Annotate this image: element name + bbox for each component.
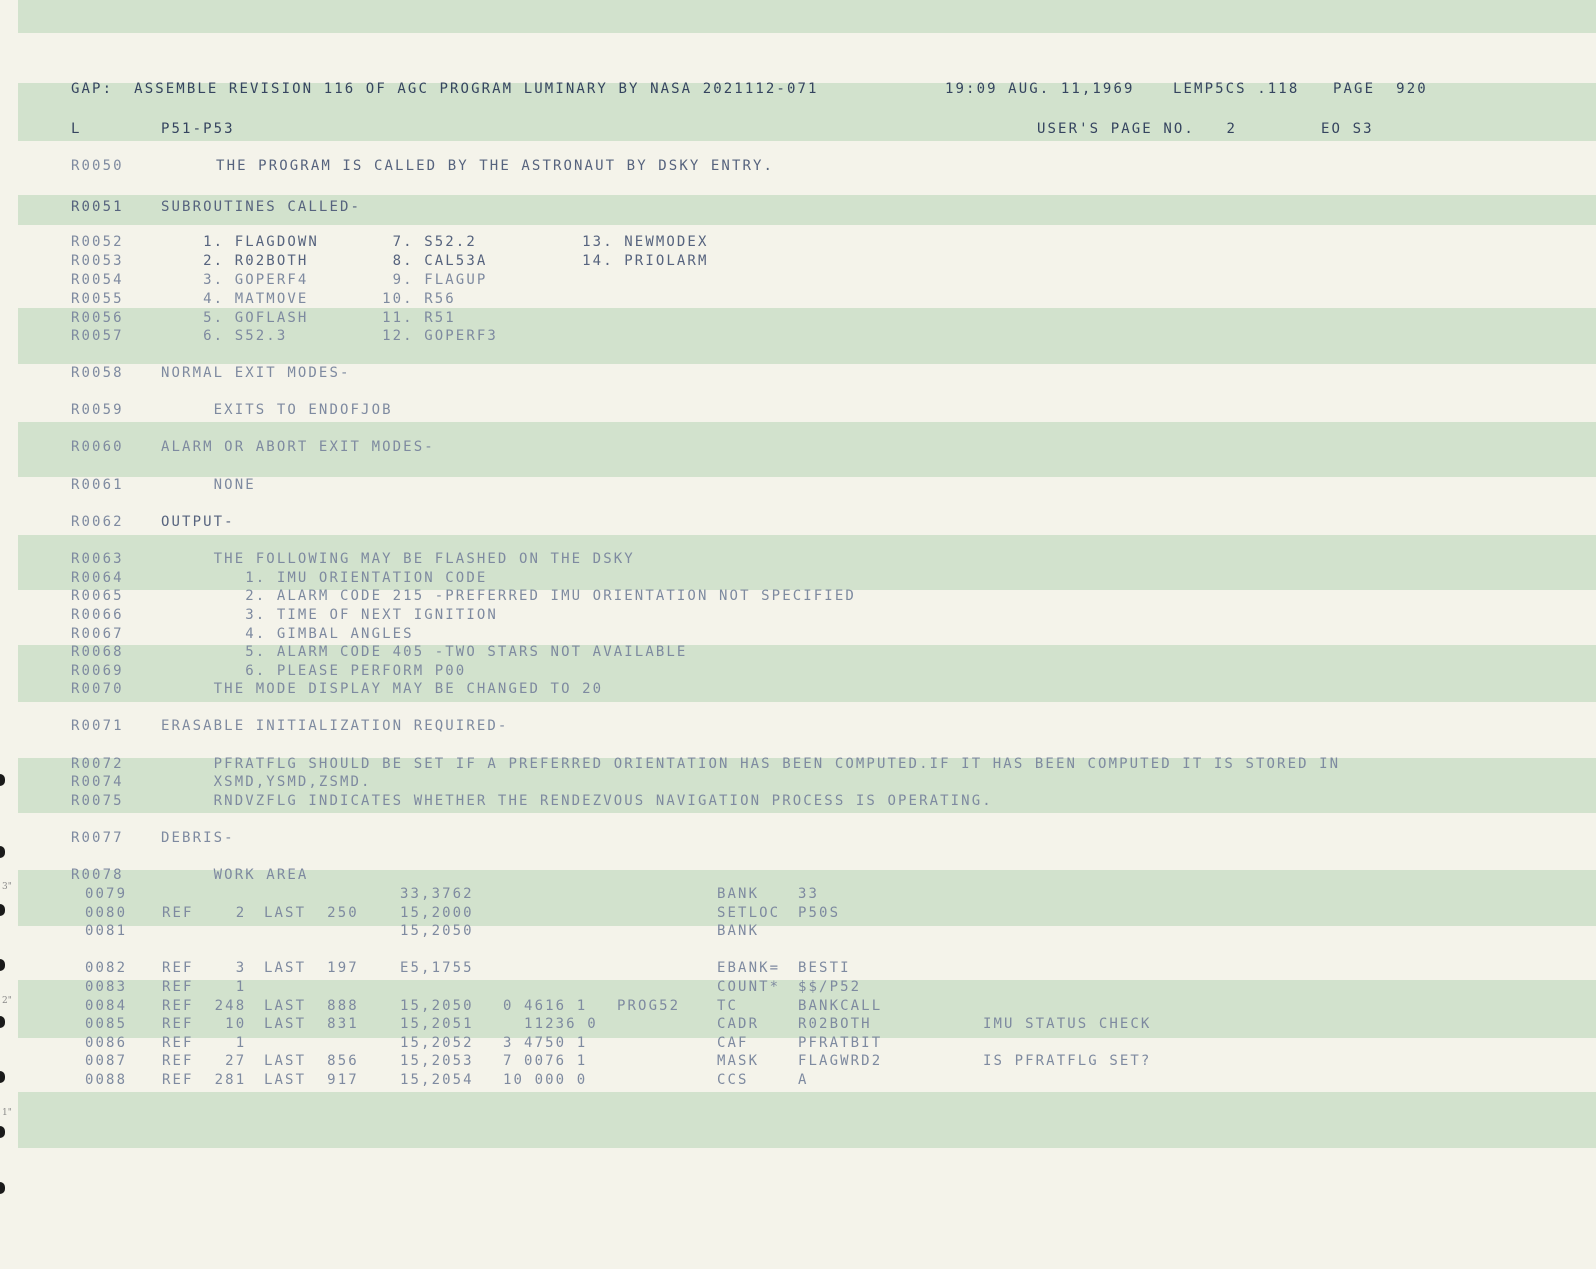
card-number: R0055 [71, 291, 124, 307]
ref-count: REF 1 [162, 979, 247, 995]
last-ref: LAST 917 [264, 1072, 359, 1088]
comment-text: 6. S52.3 12. GOPERF3 [161, 328, 498, 344]
address: 15,2050 [400, 998, 474, 1014]
card-number: R0056 [71, 310, 124, 326]
card-number: R0075 [71, 793, 124, 809]
ruler-mark: 1" [2, 1108, 12, 1118]
comment-line [0, 271, 1596, 289]
comment-line [0, 569, 1596, 587]
card-number: R0052 [71, 234, 124, 250]
user-page-number: USER'S PAGE NO. 2 [1037, 121, 1238, 137]
comment-text: EXITS TO ENDOFJOB [161, 402, 393, 418]
listing-header [0, 80, 1596, 98]
assembly-datetime: 19:09 AUG. 11,1969 [945, 81, 1135, 97]
card-number: R0068 [71, 644, 124, 660]
opcode: CAF [717, 1035, 749, 1051]
opcode: SETLOC [717, 905, 781, 921]
comment-line [0, 327, 1596, 345]
operand: R02BOTH [798, 1016, 872, 1032]
card-number: R0060 [71, 439, 124, 455]
comment-line [0, 290, 1596, 308]
code-line [0, 1071, 1596, 1089]
comment-text: 4. GIMBAL ANGLES [161, 626, 414, 642]
card-number: R0051 [71, 199, 124, 215]
ruler-mark: 2" [2, 996, 12, 1006]
operand: $$/P52 [798, 979, 862, 995]
comment-line [0, 233, 1596, 251]
card-number: 0086 [85, 1035, 128, 1051]
card-number: R0063 [71, 551, 124, 567]
comment-text: PFRATFLG SHOULD BE SET IF A PREFERRED ORIENTATION HAS BEEN COMPUTED.IF IT HAS BEEN COMPUTED IT IS STORED IN [161, 756, 1341, 772]
comment-text: NONE [161, 477, 256, 493]
code-line [0, 885, 1596, 903]
opcode: CCS [717, 1072, 749, 1088]
card-number: 0081 [85, 923, 128, 939]
octal-word: 10 000 0 [503, 1072, 588, 1088]
card-number: R0054 [71, 272, 124, 288]
margin-punch-mark [0, 846, 5, 858]
address: E5,1755 [400, 960, 474, 976]
opcode: MASK [717, 1053, 760, 1069]
opcode: COUNT* [717, 979, 781, 995]
comment-text: WORK AREA [161, 867, 309, 883]
card-number: R0077 [71, 830, 124, 846]
comment-text: 5. ALARM CODE 405 -TWO STARS NOT AVAILABLE [161, 644, 688, 660]
comment-line [0, 157, 1596, 175]
section-name: P51-P53 [161, 121, 235, 137]
operand: FLAGWRD2 [798, 1053, 883, 1069]
comment-line [0, 717, 1596, 735]
comment-line [0, 866, 1596, 884]
comment-line [0, 476, 1596, 494]
remark: IMU STATUS CHECK [983, 1016, 1152, 1032]
comment-line [0, 401, 1596, 419]
card-number: R0071 [71, 718, 124, 734]
card-number: 0087 [85, 1053, 128, 1069]
comment-text: THE MODE DISPLAY MAY BE CHANGED TO 20 [161, 681, 604, 697]
ref-count: REF 248 [162, 998, 247, 1014]
remark: IS PFRATFLG SET? [983, 1053, 1152, 1069]
operand: 33 [798, 886, 820, 902]
card-number: 0083 [85, 979, 128, 995]
card-number: R0058 [71, 365, 124, 381]
ref-count: REF 10 [162, 1016, 247, 1032]
comment-text: DEBRIS- [161, 830, 235, 846]
comment-text: RNDVZFLG INDICATES WHETHER THE RENDEZVOUS NAVIGATION PROCESS IS OPERATING. [161, 793, 993, 809]
card-number: R0062 [71, 514, 124, 530]
card-number: R0050 [71, 158, 124, 174]
address: 15,2050 [400, 923, 474, 939]
card-number: R0053 [71, 253, 124, 269]
card-number: 0088 [85, 1072, 128, 1088]
ref-count: REF 27 [162, 1053, 247, 1069]
card-number: R0072 [71, 756, 124, 772]
operand: P50S [798, 905, 841, 921]
comment-text: OUTPUT- [161, 514, 235, 530]
comment-text: ALARM OR ABORT EXIT MODES- [161, 439, 435, 455]
octal-word: 0 4616 1 [503, 998, 588, 1014]
comment-text: 3. GOPERF4 9. FLAGUP [161, 272, 488, 288]
comment-text: 1. IMU ORIENTATION CODE [161, 570, 488, 586]
assembly-run: LEMP5CS .118 [1173, 81, 1300, 97]
ref-count: REF 3 [162, 960, 247, 976]
comment-line [0, 309, 1596, 327]
code-line [0, 978, 1596, 996]
card-number: R0057 [71, 328, 124, 344]
code-line [0, 1052, 1596, 1070]
card-number: 0080 [85, 905, 128, 921]
comment-text: NORMAL EXIT MODES- [161, 365, 351, 381]
comment-line [0, 252, 1596, 270]
comment-text: 2. ALARM CODE 215 -PREFERRED IMU ORIENTATION NOT SPECIFIED [161, 588, 856, 604]
comment-text: SUBROUTINES CALLED- [161, 199, 362, 215]
octal-word: 7 0076 1 [503, 1053, 588, 1069]
comment-text: XSMD,YSMD,ZSMD. [161, 774, 372, 790]
ruler-mark: 3" [2, 882, 12, 892]
comment-line [0, 550, 1596, 568]
comment-line [0, 364, 1596, 382]
comment-text: THE FOLLOWING MAY BE FLASHED ON THE DSKY [161, 551, 635, 567]
comment-line [0, 606, 1596, 624]
card-number: R0069 [71, 663, 124, 679]
comment-line [0, 643, 1596, 661]
comment-line [0, 773, 1596, 791]
opcode: BANK [717, 886, 760, 902]
card-number: R0059 [71, 402, 124, 418]
code-line [0, 1015, 1596, 1033]
operand: BESTI [798, 960, 851, 976]
operand: PFRATBIT [798, 1035, 883, 1051]
card-number: R0066 [71, 607, 124, 623]
location-label: PROG52 [617, 998, 681, 1014]
code-line [0, 922, 1596, 940]
card-number: 0079 [85, 886, 128, 902]
card-number: R0070 [71, 681, 124, 697]
address: 15,2052 [400, 1035, 474, 1051]
comment-text: 6. PLEASE PERFORM P00 [161, 663, 467, 679]
address: 15,2000 [400, 905, 474, 921]
opcode: BANK [717, 923, 760, 939]
comment-line [0, 829, 1596, 847]
card-number: 0084 [85, 998, 128, 1014]
last-ref: LAST 197 [264, 960, 359, 976]
card-number: R0078 [71, 867, 124, 883]
last-ref: LAST 856 [264, 1053, 359, 1069]
last-ref: LAST 888 [264, 998, 359, 1014]
comment-text: 5. GOFLASH 11. R51 [161, 310, 456, 326]
comment-text: ERASABLE INITIALIZATION REQUIRED- [161, 718, 509, 734]
octal-word: 11236 0 [503, 1016, 598, 1032]
code-line [0, 904, 1596, 922]
page-number: PAGE 920 [1333, 81, 1428, 97]
address: 15,2051 [400, 1016, 474, 1032]
card-number: 0085 [85, 1016, 128, 1032]
card-number: R0065 [71, 588, 124, 604]
code-line [0, 997, 1596, 1015]
listing-subheader [0, 120, 1596, 138]
comment-text: 1. FLAGDOWN 7. S52.2 13. NEWMODEX [161, 234, 709, 250]
bank-code: EO S3 [1321, 121, 1374, 137]
comment-line [0, 755, 1596, 773]
code-line [0, 959, 1596, 977]
comment-line [0, 198, 1596, 216]
comment-line [0, 513, 1596, 531]
last-ref: LAST 250 [264, 905, 359, 921]
green-bar [18, 1092, 1596, 1148]
comment-text: 2. R02BOTH 8. CAL53A 14. PRIOLARM [161, 253, 709, 269]
comment-line [0, 792, 1596, 810]
operand: BANKCALL [798, 998, 883, 1014]
address: 33,3762 [400, 886, 474, 902]
green-bar [18, 0, 1596, 33]
opcode: CADR [717, 1016, 760, 1032]
card-number: 0082 [85, 960, 128, 976]
last-ref: LAST 831 [264, 1016, 359, 1032]
ref-count: REF 1 [162, 1035, 247, 1051]
octal-word: 3 4750 1 [503, 1035, 588, 1051]
opcode: TC [717, 998, 739, 1014]
log-section-code: L [71, 121, 82, 137]
comment-text: 3. TIME OF NEXT IGNITION [161, 607, 498, 623]
operand: A [798, 1072, 809, 1088]
card-number: R0067 [71, 626, 124, 642]
comment-line [0, 625, 1596, 643]
opcode: EBANK= [717, 960, 781, 976]
comment-line [0, 662, 1596, 680]
comment-line [0, 587, 1596, 605]
card-number: R0064 [71, 570, 124, 586]
comment-line [0, 438, 1596, 456]
code-line [0, 1034, 1596, 1052]
card-number: R0074 [71, 774, 124, 790]
address: 15,2054 [400, 1072, 474, 1088]
address: 15,2053 [400, 1053, 474, 1069]
ref-count: REF 281 [162, 1072, 247, 1088]
assembly-title: GAP: ASSEMBLE REVISION 116 OF AGC PROGRAM LUMINARY BY NASA 2021112-071 [71, 81, 819, 97]
card-number: R0061 [71, 477, 124, 493]
ref-count: REF 2 [162, 905, 247, 921]
comment-text: THE PROGRAM IS CALLED BY THE ASTRONAUT BY DSKY ENTRY. [195, 158, 775, 174]
comment-line [0, 680, 1596, 698]
comment-text: 4. MATMOVE 10. R56 [161, 291, 456, 307]
